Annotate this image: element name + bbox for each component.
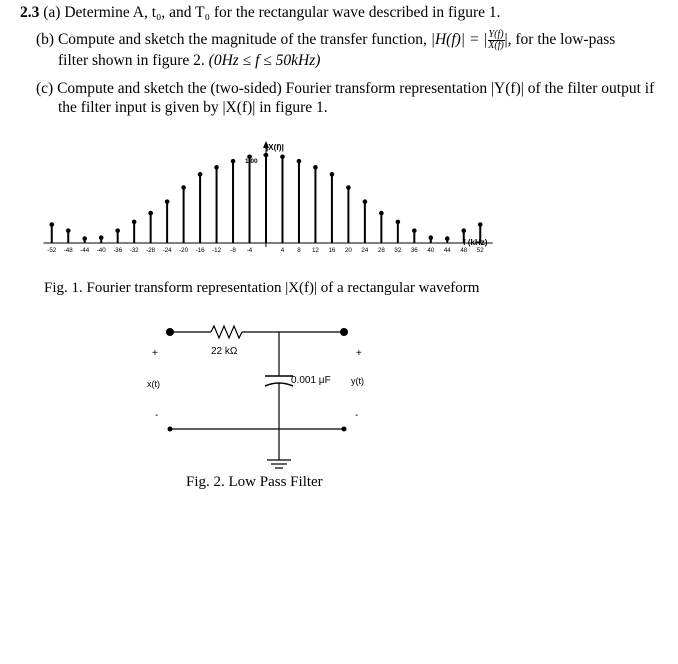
figure1-chart	[0, 130, 678, 275]
stem-point	[99, 235, 104, 240]
chart-tick-label: -44	[80, 247, 90, 254]
part-b-line-1	[36, 30, 615, 51]
output-terminal-bottom	[342, 427, 347, 432]
fraction-denominator: X(f)	[488, 40, 504, 51]
chart-tick-label: 52	[476, 247, 484, 254]
part-c-line-2	[58, 99, 328, 117]
input-plus: +	[152, 348, 158, 359]
part-b-hf: |H(f)| = |	[430, 31, 488, 49]
output-terminal-top	[340, 328, 348, 336]
part-b-text-2: filter shown in figure 2.	[58, 52, 205, 69]
stem-point	[115, 228, 120, 233]
part-b-text: (b) Compute and sketch the magnitude of the transfer function,	[36, 31, 427, 49]
stem-point	[346, 185, 351, 190]
part-b-end: |, for the low-pass	[504, 31, 616, 49]
chart-tick-label: -48	[63, 247, 73, 254]
chart-peak-label: 1.00	[245, 158, 258, 165]
stem-point	[198, 172, 203, 177]
chart-y-label: |X(f)|	[266, 143, 284, 152]
chart-tick-label: -52	[47, 247, 57, 254]
chart-tick-label: -12	[212, 247, 222, 254]
chart-tick-label: -16	[195, 247, 205, 254]
chart-x-label: f (kHz)	[463, 238, 488, 247]
chart-tick-label: 12	[311, 247, 319, 254]
chart-tick-label: 4	[280, 247, 285, 254]
chart-tick-label: -24	[162, 247, 172, 254]
chart-tick-label: 28	[377, 247, 385, 254]
stem-point	[461, 228, 466, 233]
input-label: x(t)	[147, 379, 160, 389]
output-minus: -	[355, 410, 359, 421]
resistor-symbol	[211, 326, 242, 338]
stem-point	[66, 228, 71, 233]
chart-tick-label: 44	[443, 247, 451, 254]
transfer-fraction	[488, 30, 505, 51]
chart-tick-label: -40	[96, 247, 106, 254]
chart-tick-label: 32	[394, 247, 402, 254]
problem-number: 2.3	[20, 4, 40, 21]
output-plus: +	[356, 348, 362, 359]
input-terminal-bottom	[168, 427, 173, 432]
chart-tick-label: 8	[297, 247, 301, 254]
chart-tick-label: 48	[460, 247, 468, 254]
chart-tick-label: 16	[328, 247, 336, 254]
stem-point	[412, 228, 417, 233]
stem-point	[429, 235, 434, 240]
stem-point	[132, 220, 137, 225]
part-c-text-2: the filter input is given by |X(f)| in figure 1.	[58, 99, 328, 116]
chart-tick-label: -28	[146, 247, 156, 254]
chart-tick-label: 24	[361, 247, 369, 254]
chart-tick-label: 40	[427, 247, 435, 254]
stem-point	[379, 211, 384, 216]
stem-point	[165, 199, 170, 204]
chart-tick-label: 36	[410, 247, 418, 254]
stem-point	[313, 165, 318, 170]
input-terminal-top	[166, 328, 174, 336]
chart-tick-label: 20	[344, 247, 352, 254]
stem-point	[264, 153, 269, 158]
stem-point	[478, 222, 483, 227]
stem-point	[148, 211, 153, 216]
part-a-text: (a) Determine A, t₀, and T₀ for the rectangular wave described in figure 1.	[43, 4, 501, 21]
part-b-range: (0Hz ≤ f ≤ 50kHz)	[208, 52, 321, 69]
capacitor-label: 0.001 μF	[291, 375, 331, 386]
part-c-line-1	[36, 80, 654, 98]
stem-point	[396, 220, 401, 225]
input-minus: -	[155, 410, 159, 421]
stem-point	[363, 199, 368, 204]
figure2-caption: Fig. 2. Low Pass Filter	[186, 474, 323, 490]
stem-point	[330, 172, 335, 177]
part-c-text-1: (c) Compute and sketch the (two-sided) Fourier transform representation |Y(f)| of the filter output if	[36, 80, 655, 97]
figure2-circuit	[0, 310, 678, 470]
stem-point	[214, 165, 219, 170]
fraction-numerator: Y(f)	[488, 29, 504, 40]
chart-tick-label: -4	[246, 247, 253, 254]
stem-point	[297, 159, 302, 164]
part-a-line	[20, 4, 501, 22]
stem-point	[82, 236, 87, 241]
stem-point	[231, 159, 236, 164]
chart-tick-label: -8	[230, 247, 236, 254]
figure1-caption: Fig. 1. Fourier transform representation |X(f)| of a rectangular waveform	[44, 280, 480, 296]
resistor-label: 22 kΩ	[211, 346, 238, 357]
chart-tick-label: -36	[113, 247, 123, 254]
stem-point	[181, 185, 186, 190]
stem-point	[49, 222, 54, 227]
chart-tick-label: -32	[129, 247, 139, 254]
part-b-line-2	[58, 52, 320, 70]
chart-tick-label: -20	[179, 247, 189, 254]
stem-point	[445, 236, 450, 241]
output-label: y(t)	[351, 376, 364, 386]
stem-point	[280, 154, 285, 159]
